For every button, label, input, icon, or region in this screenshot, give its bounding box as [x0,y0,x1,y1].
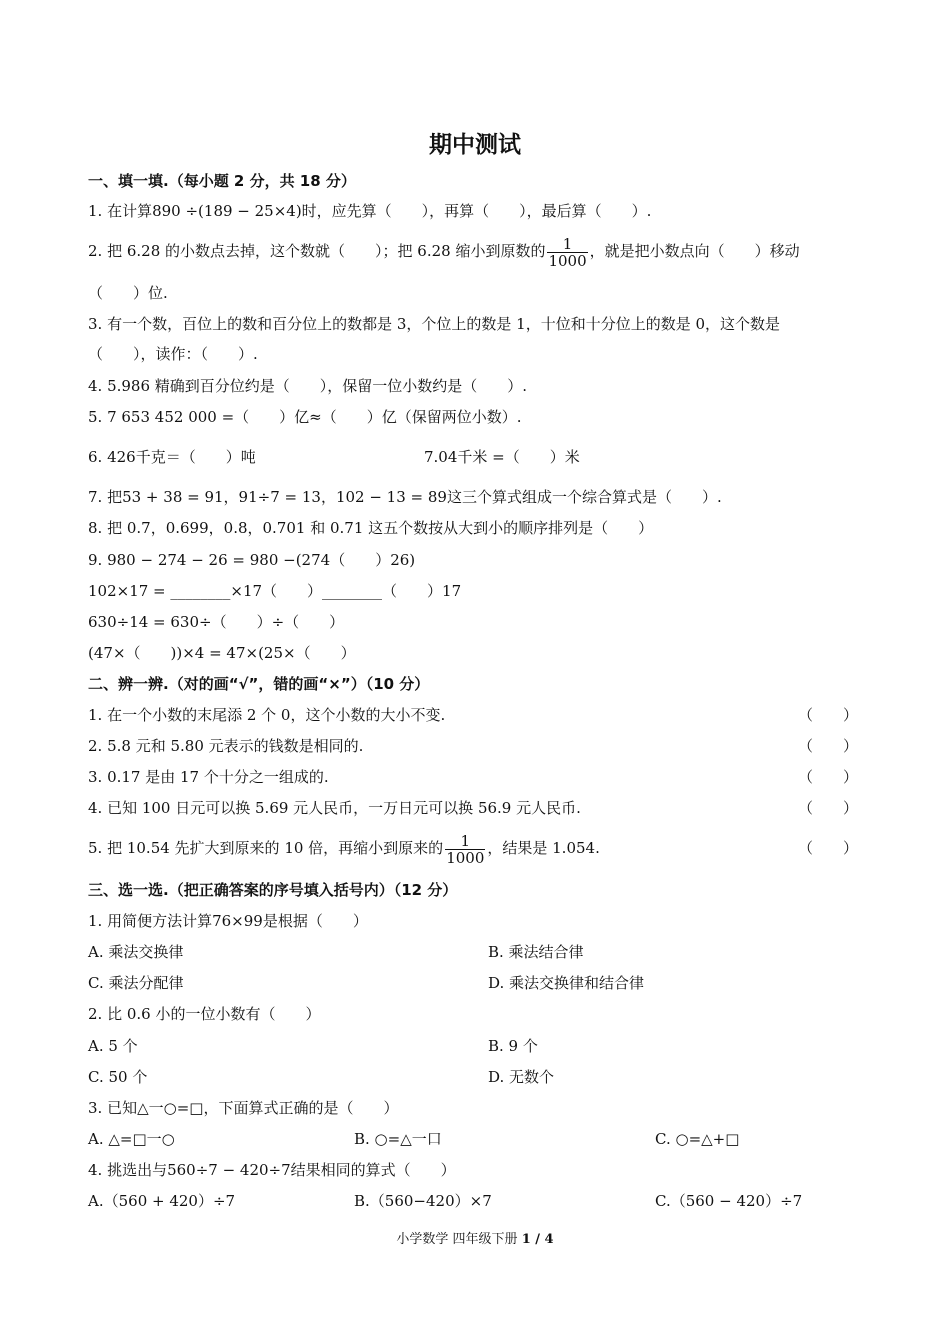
s3-q1-option-d: D. 乘法交换律和结合律 [488,974,645,992]
s1-question-6a: 6. 426千克＝（ ）吨 [88,448,256,466]
s2-question-4: 4. 已知 100 日元可以换 5.69 元人民币，一万日元可以换 56.9 元人民币. [88,799,581,817]
s3-q3-option-c: C. ○=△+□ [655,1130,740,1148]
s1-question-2 [88,234,800,269]
s2-q5-text-b: ，结果是 1.054. [487,839,600,857]
s3-q1-option-b: B. 乘法结合律 [488,943,584,961]
s2-q5-fraction [445,833,485,866]
answer-parens: （ ） [798,839,859,857]
s1-question-1: 1. 在计算890 ÷(189 − 25×4)时，应先算（ ），再算（ ），最后算（ ）. [88,202,652,220]
s3-question-4: 4. 挑选出与560÷7 − 420÷7结果相同的算式（ ） [88,1161,456,1179]
s3-q2-option-a: A. 5 个 [88,1037,138,1055]
s1-q2-fraction [547,236,587,269]
answer-parens: （ ） [798,768,859,786]
s2-question-3: 3. 0.17 是由 17 个十分之一组成的. [88,768,329,786]
fraction-denominator: 1000 [548,251,587,270]
s1-question-8: 8. 把 0.7，0.699，0.8，0.701 和 0.71 这五个数按从大到小的顺序排列是（ ） [88,519,654,537]
s1-question-4: 4. 5.986 精确到百分位约是（ ），保留一位小数约是（ ）. [88,377,528,395]
s1-question-3-cont: （ ），读作：（ ）. [88,345,258,363]
answer-parens: （ ） [798,799,859,817]
s1-question-3: 3. 有一个数，百位上的数和百分位上的数都是 3，个位上的数是 1，十位和十分位上的数是 0，这个数是 [88,315,781,333]
s2-question-2: 2. 5.8 元和 5.80 元表示的钱数是相同的. [88,737,364,755]
s2-question-1: 1. 在一个小数的末尾添 2 个 0，这个小数的大小不变. [88,706,446,724]
s1-question-5: 5. 7 653 452 000 =（ ）亿≈（ ）亿（保留两位小数）. [88,408,522,426]
s1-question-9a: 9. 980 − 274 − 26 = 980 −(274（ ）26) [88,551,416,569]
s3-q3-option-b: B. ○=△一口 [354,1130,442,1148]
s3-q2-option-d: D. 无数个 [488,1068,555,1086]
fraction-numerator: 1 [445,833,485,850]
page-footer [0,1228,950,1247]
answer-parens: （ ） [798,737,859,755]
fraction-denominator: 1000 [446,848,485,867]
s3-q1-option-c: C. 乘法分配律 [88,974,184,992]
s3-question-1: 1. 用简便方法计算76×99是根据（ ） [88,912,368,930]
section-2-heading: 二、辨一辨.（对的画“√”，错的画“×”）（10 分） [88,675,430,693]
s2-question-5 [88,831,600,866]
s1-question-2-cont: （ ）位. [88,284,168,302]
fraction-numerator: 1 [547,236,587,253]
s1-q2-text-b: ，就是把小数点向（ ）移动 [589,242,800,260]
page-title: 期中测试 [429,132,521,158]
footer-text: 小学数学 四年级下册 [396,1232,518,1247]
section-3-heading: 三、选一选.（把正确答案的序号填入括号内）（12 分） [88,881,458,899]
s1-question-9d: (47×（ ))×4 = 47×(25×（ ） [88,644,356,662]
s3-q4-option-c: C.（560 − 420）÷7 [655,1192,803,1210]
s1-question-6b: 7.04千米 =（ ）米 [424,448,580,466]
answer-parens: （ ） [798,706,859,724]
s3-q4-option-a: A.（560 + 420）÷7 [88,1192,236,1210]
s3-q4-option-b: B.（560−420）×7 [354,1192,492,1210]
s1-question-9b: 102×17 = ________×17（ ）________（ ）17 [88,582,462,600]
s1-q2-text-a: 2. 把 6.28 的小数点去掉，这个数就（ ）；把 6.28 缩小到原数的 [88,242,546,260]
section-1-heading: 一、填一填.（每小题 2 分，共 18 分） [88,172,356,190]
page-number: 1 / 4 [521,1232,554,1247]
s3-q2-option-b: B. 9 个 [488,1037,538,1055]
s1-question-7: 7. 把53 + 38 = 91，91÷7 = 13，102 − 13 = 89这三个算式组成一个综合算式是（ ）. [88,488,722,506]
s3-q1-option-a: A. 乘法交换律 [88,943,184,961]
s2-q5-text-a: 5. 把 10.54 先扩大到原来的 10 倍，再缩小到原来的 [88,839,444,857]
s3-question-3: 3. 已知△一○=□，下面算式正确的是（ ） [88,1099,399,1117]
s3-q2-option-c: C. 50 个 [88,1068,148,1086]
s1-question-9c: 630÷14 = 630÷（ ）÷（ ） [88,613,345,631]
s3-q3-option-a: A. △=□一○ [88,1130,175,1148]
s3-question-2: 2. 比 0.6 小的一位小数有（ ） [88,1005,321,1023]
